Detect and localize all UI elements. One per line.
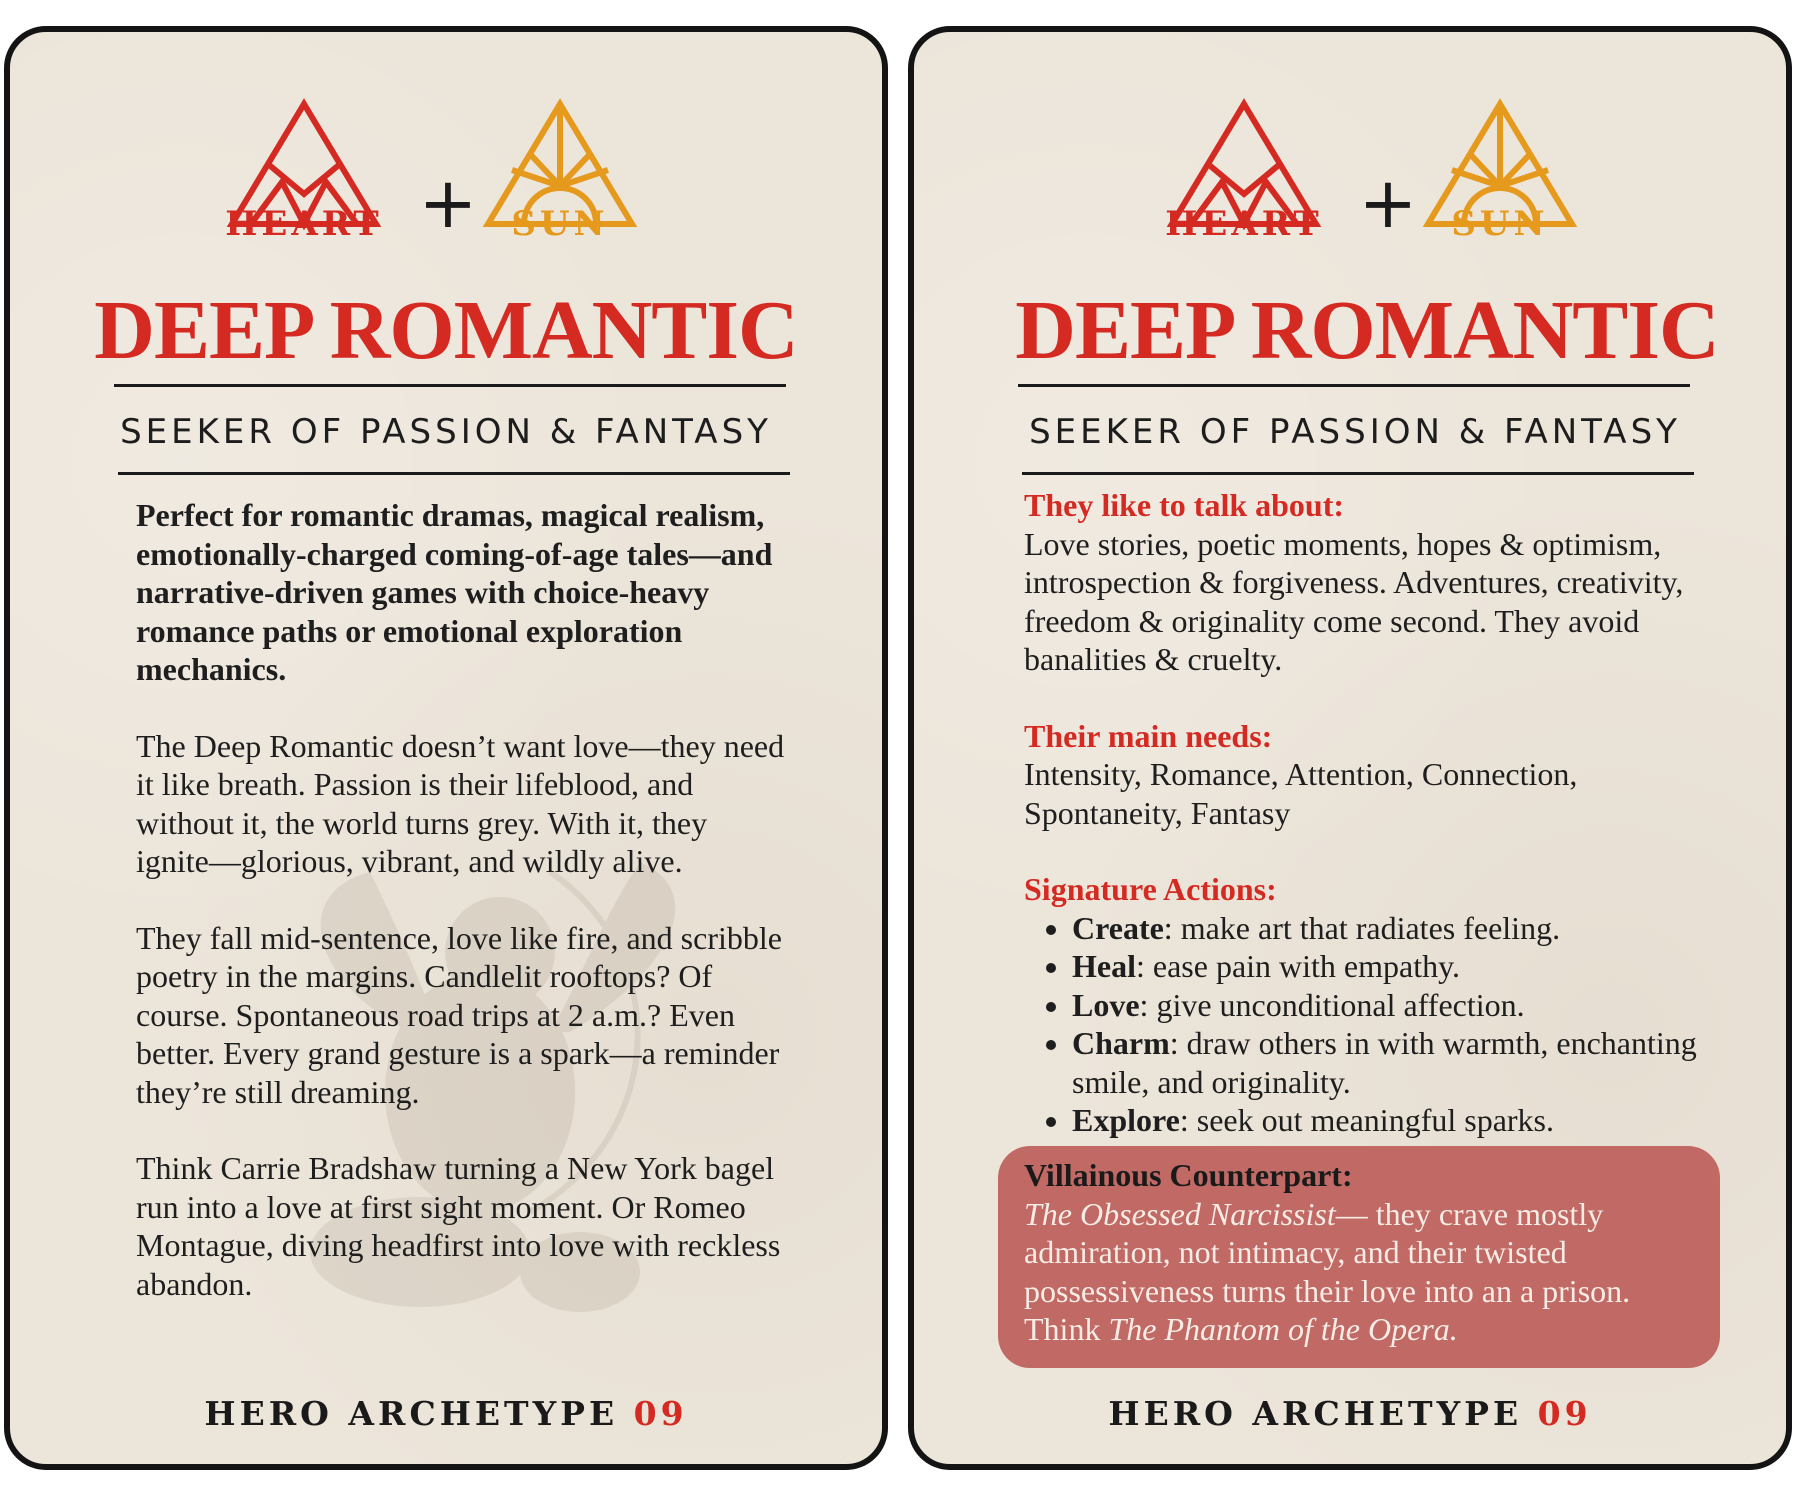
title-rule: [114, 384, 786, 387]
villain-description: — they crave mostly admiration, not intimacy, and their twisted possessiveness turns their love into an a prison. Think: [1024, 1195, 1631, 1347]
intro-paragraph: Perfect for romantic dramas, magical realism, emotionally-charged coming-of-age tales—and narrative-driven games with choice-heavy romance paths or emotional exploration mechanics.: [136, 497, 773, 687]
archetype-number: 09: [1537, 1394, 1592, 1433]
plus-sign: +: [418, 162, 478, 244]
needs-section: [1024, 717, 1744, 833]
card-title: DEEP ROMANTIC: [1015, 284, 1719, 377]
action-item: [1072, 986, 1744, 1025]
subtitle-rule: [118, 472, 790, 475]
emblem-row: [10, 68, 882, 298]
body-paragraph: They fall mid-sentence, love like fire, and scribble poetry in the margins. Candlelit rooftops? Of course. Spontaneous road trips at 2 a.m.? Even better. Every grand gesture is a spark—a reminder they’re still dreaming.: [136, 919, 782, 1110]
heart-label: HEART: [1165, 204, 1323, 244]
villain-text: [1024, 1195, 1696, 1349]
action-desc: : draw others in with warmth, enchanting smile, and originality.: [1072, 1025, 1697, 1100]
archetype-number: 09: [633, 1394, 688, 1433]
card-details: [1024, 486, 1744, 1140]
villain-name: The Obsessed Narcissist: [1024, 1195, 1336, 1232]
card-title: DEEP ROMANTIC: [94, 284, 798, 377]
action-desc: : seek out meaningful sparks.: [1179, 1102, 1554, 1138]
plus-sign: +: [1358, 162, 1418, 244]
talk-heading: They like to talk about:: [1024, 487, 1345, 523]
actions-list: [1024, 909, 1744, 1140]
sun-label: SUN: [511, 204, 609, 244]
action-term: Heal: [1072, 948, 1136, 984]
action-desc: : ease pain with empathy.: [1135, 948, 1461, 984]
card-subtitle: SEEKER OF PASSION & FANTASY: [1029, 412, 1681, 452]
archetype-card-front: [4, 26, 888, 1470]
talk-text: Love stories, poetic moments, hopes & optimism, introspection & forgiveness. Adventures, creativity, freedom & originality come second. They avoid banalities & cruelty.: [1024, 525, 1684, 677]
villain-box: [998, 1146, 1720, 1368]
sun-label: SUN: [1451, 204, 1549, 244]
action-item: [1072, 947, 1744, 986]
needs-heading: Their main needs:: [1024, 717, 1273, 754]
action-term: Explore: [1072, 1102, 1180, 1138]
villain-heading: Villainous Counterpart:: [1024, 1157, 1353, 1193]
heart-label: HEART: [225, 204, 383, 244]
needs-text: Intensity, Romance, Attention, Connection, Spontaneity, Fantasy: [1024, 756, 1578, 831]
villain-reference: The Phantom of the Opera.: [1108, 1311, 1458, 1347]
action-term: Charm: [1072, 1025, 1170, 1061]
emblem-row: [914, 68, 1786, 298]
action-term: Love: [1072, 986, 1140, 1023]
action-desc: : give unconditional affection.: [1139, 986, 1525, 1023]
archetype-card-back: [908, 26, 1792, 1470]
card-body: [136, 496, 786, 1341]
card-subtitle: SEEKER OF PASSION & FANTASY: [120, 412, 772, 452]
talk-section: [1024, 486, 1744, 679]
action-desc: : make art that radiates feeling.: [1163, 909, 1561, 946]
body-paragraph: The Deep Romantic doesn’t want love—they need it like breath. Passion is their lifeblood, and without it, the world turns grey. With it, they ignite—glorious, vibrant, and wildly alive.: [136, 727, 785, 879]
action-item: [1072, 1024, 1744, 1101]
title-rule: [1018, 384, 1690, 387]
actions-section: [1024, 870, 1744, 1140]
footer-label: HERO ARCHETYPE: [204, 1394, 619, 1433]
action-item: [1072, 1101, 1744, 1140]
action-item: [1072, 909, 1744, 948]
footer-label: HERO ARCHETYPE: [1108, 1394, 1523, 1433]
action-term: Create: [1072, 909, 1164, 946]
card-footer: [914, 1394, 1786, 1433]
actions-heading: Signature Actions:: [1024, 871, 1277, 907]
subtitle-rule: [1022, 472, 1694, 475]
body-paragraph: Think Carrie Bradshaw turning a New York bagel run into a love at first sight moment. Or Romeo Montague, diving headfirst into love with reckless abandon.: [136, 1150, 781, 1302]
card-footer: [10, 1394, 882, 1433]
